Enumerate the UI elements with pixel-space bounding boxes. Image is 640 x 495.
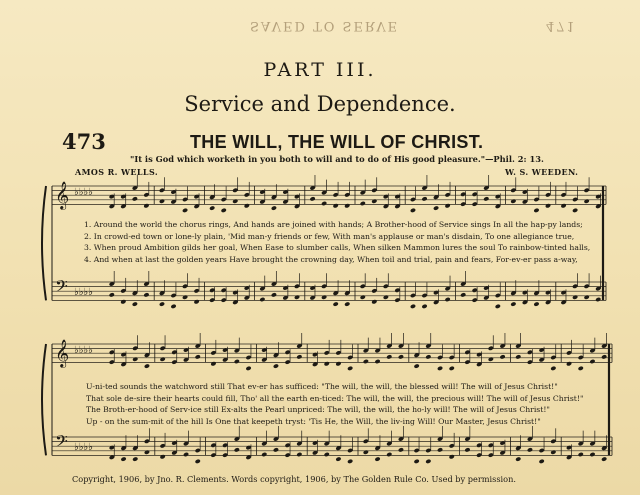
treble-notes xyxy=(410,175,451,213)
bass-notes xyxy=(510,280,551,307)
verse-lyrics-line-2 xyxy=(86,381,584,427)
running-head-right: 471 xyxy=(546,18,577,33)
bass-notes xyxy=(360,273,401,304)
bass-notes xyxy=(414,426,455,464)
treble-notes xyxy=(460,175,501,209)
treble-notes xyxy=(309,175,350,208)
bass-notes xyxy=(210,426,251,460)
key-signature: ♭♭♭♭ xyxy=(74,287,93,298)
part-heading: PART III. xyxy=(263,59,377,81)
key-signature: ♭♭♭♭ xyxy=(74,187,93,198)
bass-notes xyxy=(460,271,501,309)
scripture-epigraph: "It is God which worketh in you both to will and to do of His good pleasure."—Phil. 2: 13. xyxy=(130,154,544,164)
system-brace xyxy=(42,186,46,300)
verse-4-line-1: 4. And when at last the golden years Have brought the crowning day, When toil and trial, pain and fears, For-ev-er pass a-way, xyxy=(84,254,578,264)
verse-1-line-1: 1. Around the world the chorus rings, And hands are joined with hands; A Brother-hood of Service sings In all the hap-py lands; xyxy=(84,220,583,229)
hymn-title: THE WILL, THE WILL OF CHRIST. xyxy=(190,132,484,152)
bass-notes xyxy=(109,428,150,461)
treble-notes xyxy=(210,338,251,371)
system-brace xyxy=(42,344,46,455)
verse-2-line-1: 2. In crowd-ed town or lone-ly plain, 'Mid man-y friends or few, With man's applause or man's disdain, To one allegiance true, xyxy=(84,231,575,241)
section-heading: Service and Dependence. xyxy=(184,92,456,116)
treble-notes xyxy=(566,333,607,371)
copyright-notice: Copyright, 1906, by Jno. R. Clements. Words copyright, 1906, by The Golden Rule Co. Used by permission. xyxy=(72,474,516,484)
bass-notes xyxy=(363,426,404,462)
verse-4-line-2: Up - on the sum-mit of the hill Is One that keepeth tryst: 'Tis He, the Will, the liv-ing Will! Our Master, Jesus Christ!" xyxy=(86,416,541,426)
bass-notes xyxy=(160,431,201,464)
bass-clef: 𝄢 xyxy=(55,276,68,300)
treble-notes xyxy=(109,175,150,209)
verse-lyrics-line-1 xyxy=(84,219,590,265)
verse-2-line-2: That sole de-sire their hearts could fill, Tho' all the earth en-ticed: The will, the will, the precious will! The will of Jesus Christ!" xyxy=(86,393,584,403)
hymn-number: 473 xyxy=(62,129,106,154)
bass-clef: 𝄢 xyxy=(55,431,68,455)
verse-1-line-2: U-ni-ted sounds the watchword still That ev-er has sufficed: "The will, the will, the blessed will! The will of Jesus Christ!" xyxy=(86,382,558,391)
treble-notes xyxy=(261,333,302,369)
treble-clef: 𝄞 xyxy=(55,181,70,209)
bass-notes xyxy=(515,426,556,464)
treble-notes xyxy=(109,335,150,368)
bass-notes xyxy=(209,285,250,305)
bass-notes xyxy=(309,273,350,306)
treble-notes xyxy=(312,340,353,371)
key-signature: ♭♭♭♭ xyxy=(74,345,93,356)
bass-notes xyxy=(312,431,353,464)
treble-notes xyxy=(464,333,505,367)
bass-notes xyxy=(109,271,150,307)
treble-notes xyxy=(414,333,455,371)
lyricist-credit: AMOS R. WELLS. xyxy=(75,167,159,177)
key-signature: ♭♭♭♭ xyxy=(74,442,93,453)
treble-notes xyxy=(259,184,300,211)
bass-staff xyxy=(52,282,606,300)
bass-notes xyxy=(410,276,451,309)
running-head-left: SAVED TO SERVE xyxy=(250,18,400,33)
treble-clef: 𝄞 xyxy=(55,339,70,367)
treble-notes xyxy=(515,333,556,371)
composer-credit: W. S. WEEDEN. xyxy=(505,167,579,177)
verse-3-line-1: 3. When proud Ambition gilds her goal, When Ease to slumber calls, When silken Mammon lures the soul To rainbow-tinted halls, xyxy=(84,243,591,252)
verse-3-line-2: The Broth-er-hood of Serv-ice still Ex-alts the Pearl unpriced: The will, the will, the ho-ly will! The will of Jesus Christ!" xyxy=(86,405,550,414)
